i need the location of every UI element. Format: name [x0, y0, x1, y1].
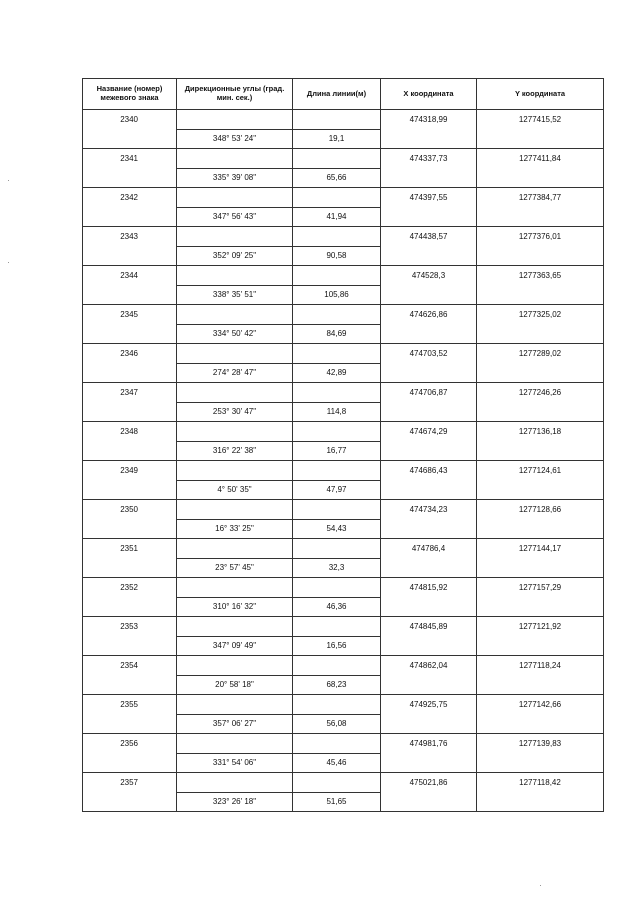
empty-cell: [83, 675, 177, 695]
y-coordinate: 1277289,02: [477, 344, 604, 364]
empty-cell: [381, 558, 477, 578]
empty-cell: [177, 305, 293, 325]
marker-row: [83, 383, 604, 403]
line-length: 65,66: [293, 168, 381, 188]
x-coordinate: 474845,89: [381, 617, 477, 637]
direction-angle: 316° 22' 38": [177, 441, 293, 461]
line-length: 16,77: [293, 441, 381, 461]
line-length: 51,65: [293, 792, 381, 812]
empty-cell: [293, 383, 381, 403]
empty-cell: [177, 695, 293, 715]
marker-name: 2350: [83, 500, 177, 520]
empty-cell: [83, 168, 177, 188]
header-x-coordinate: X координата: [381, 79, 477, 110]
y-coordinate: 1277124,61: [477, 461, 604, 481]
marker-name: 2346: [83, 344, 177, 364]
empty-cell: [293, 344, 381, 364]
direction-angle: 331° 54' 06": [177, 753, 293, 773]
x-coordinate: 474397,55: [381, 188, 477, 208]
scan-speck: [8, 180, 9, 181]
x-coordinate: 474318,99: [381, 110, 477, 130]
empty-cell: [477, 402, 604, 422]
marker-name: 2348: [83, 422, 177, 442]
scan-speck: [540, 885, 541, 886]
header-line-length: Длина линии(м): [293, 79, 381, 110]
y-coordinate: 1277415,52: [477, 110, 604, 130]
empty-cell: [381, 441, 477, 461]
empty-cell: [381, 402, 477, 422]
empty-cell: [293, 188, 381, 208]
marker-row: [83, 461, 604, 481]
empty-cell: [293, 578, 381, 598]
empty-cell: [177, 266, 293, 286]
y-coordinate: 1277325,02: [477, 305, 604, 325]
segment-row: [83, 675, 604, 695]
x-coordinate: 474706,87: [381, 383, 477, 403]
y-coordinate: 1277139,83: [477, 734, 604, 754]
marker-row: [83, 656, 604, 676]
empty-cell: [477, 792, 604, 812]
segment-row: [83, 558, 604, 578]
empty-cell: [381, 714, 477, 734]
line-length: 47,97: [293, 480, 381, 500]
empty-cell: [381, 675, 477, 695]
empty-cell: [293, 773, 381, 793]
empty-cell: [83, 285, 177, 305]
empty-cell: [477, 168, 604, 188]
line-length: 84,69: [293, 324, 381, 344]
empty-cell: [83, 324, 177, 344]
empty-cell: [177, 227, 293, 247]
empty-cell: [293, 227, 381, 247]
empty-cell: [477, 129, 604, 149]
empty-cell: [477, 753, 604, 773]
line-length: 46,36: [293, 597, 381, 617]
marker-name: 2343: [83, 227, 177, 247]
marker-name: 2354: [83, 656, 177, 676]
x-coordinate: 474925,75: [381, 695, 477, 715]
empty-cell: [83, 753, 177, 773]
segment-row: [83, 363, 604, 383]
x-coordinate: 474786,4: [381, 539, 477, 559]
empty-cell: [477, 246, 604, 266]
y-coordinate: 1277246,26: [477, 383, 604, 403]
boundary-coordinates-table: [82, 78, 604, 812]
marker-name: 2355: [83, 695, 177, 715]
line-length: 42,89: [293, 363, 381, 383]
segment-row: [83, 636, 604, 656]
marker-name: 2351: [83, 539, 177, 559]
segment-row: [83, 207, 604, 227]
segment-row: [83, 168, 604, 188]
marker-name: 2342: [83, 188, 177, 208]
segment-row: [83, 753, 604, 773]
marker-row: [83, 344, 604, 364]
empty-cell: [293, 110, 381, 130]
y-coordinate: 1277144,17: [477, 539, 604, 559]
empty-cell: [293, 617, 381, 637]
x-coordinate: 474981,76: [381, 734, 477, 754]
header-marker-name: Название (номер) межевого знака: [83, 79, 177, 110]
table-header-row: [83, 79, 604, 110]
y-coordinate: 1277142,66: [477, 695, 604, 715]
empty-cell: [177, 656, 293, 676]
marker-row: [83, 266, 604, 286]
empty-cell: [177, 188, 293, 208]
empty-cell: [477, 558, 604, 578]
empty-cell: [381, 129, 477, 149]
y-coordinate: 1277363,65: [477, 266, 604, 286]
empty-cell: [83, 636, 177, 656]
segment-row: [83, 480, 604, 500]
empty-cell: [293, 500, 381, 520]
empty-cell: [293, 656, 381, 676]
empty-cell: [83, 129, 177, 149]
empty-cell: [477, 441, 604, 461]
x-coordinate: 474862,04: [381, 656, 477, 676]
empty-cell: [83, 246, 177, 266]
marker-row: [83, 539, 604, 559]
marker-row: [83, 422, 604, 442]
empty-cell: [381, 636, 477, 656]
header-direction-angle: Дирекционные углы (град. мин. сек.): [177, 79, 293, 110]
direction-angle: 338° 35' 51": [177, 285, 293, 305]
empty-cell: [477, 324, 604, 344]
empty-cell: [177, 110, 293, 130]
x-coordinate: 475021,86: [381, 773, 477, 793]
empty-cell: [177, 500, 293, 520]
direction-angle: 4° 50' 35": [177, 480, 293, 500]
marker-row: [83, 617, 604, 637]
empty-cell: [477, 597, 604, 617]
empty-cell: [381, 363, 477, 383]
y-coordinate: 1277118,24: [477, 656, 604, 676]
empty-cell: [381, 519, 477, 539]
empty-cell: [83, 558, 177, 578]
line-length: 90,58: [293, 246, 381, 266]
direction-angle: 274° 28' 47": [177, 363, 293, 383]
marker-row: [83, 149, 604, 169]
marker-name: 2344: [83, 266, 177, 286]
empty-cell: [83, 597, 177, 617]
x-coordinate: 474686,43: [381, 461, 477, 481]
marker-row: [83, 305, 604, 325]
y-coordinate: 1277128,66: [477, 500, 604, 520]
segment-row: [83, 246, 604, 266]
direction-angle: 357° 06' 27": [177, 714, 293, 734]
empty-cell: [477, 285, 604, 305]
marker-name: 2341: [83, 149, 177, 169]
empty-cell: [83, 441, 177, 461]
y-coordinate: 1277384,77: [477, 188, 604, 208]
empty-cell: [477, 636, 604, 656]
empty-cell: [177, 461, 293, 481]
line-length: 114,8: [293, 402, 381, 422]
marker-name: 2356: [83, 734, 177, 754]
empty-cell: [83, 792, 177, 812]
table-body: [83, 110, 604, 812]
empty-cell: [177, 617, 293, 637]
y-coordinate: 1277121,92: [477, 617, 604, 637]
segment-row: [83, 129, 604, 149]
direction-angle: 253° 30' 47": [177, 402, 293, 422]
empty-cell: [381, 168, 477, 188]
line-length: 105,86: [293, 285, 381, 305]
empty-cell: [381, 324, 477, 344]
empty-cell: [293, 734, 381, 754]
empty-cell: [177, 149, 293, 169]
empty-cell: [293, 539, 381, 559]
empty-cell: [293, 305, 381, 325]
empty-cell: [177, 734, 293, 754]
empty-cell: [177, 773, 293, 793]
marker-row: [83, 734, 604, 754]
direction-angle: 310° 16' 32": [177, 597, 293, 617]
y-coordinate: 1277157,29: [477, 578, 604, 598]
direction-angle: 16° 33' 25": [177, 519, 293, 539]
line-length: 56,08: [293, 714, 381, 734]
direction-angle: 334° 50' 42": [177, 324, 293, 344]
empty-cell: [83, 480, 177, 500]
x-coordinate: 474626,86: [381, 305, 477, 325]
empty-cell: [381, 285, 477, 305]
marker-name: 2349: [83, 461, 177, 481]
empty-cell: [381, 597, 477, 617]
marker-row: [83, 578, 604, 598]
x-coordinate: 474734,23: [381, 500, 477, 520]
x-coordinate: 474337,73: [381, 149, 477, 169]
empty-cell: [477, 675, 604, 695]
marker-name: 2347: [83, 383, 177, 403]
direction-angle: 323° 26' 18": [177, 792, 293, 812]
empty-cell: [477, 480, 604, 500]
empty-cell: [381, 207, 477, 227]
empty-cell: [477, 519, 604, 539]
empty-cell: [177, 344, 293, 364]
line-length: 41,94: [293, 207, 381, 227]
empty-cell: [177, 539, 293, 559]
marker-row: [83, 500, 604, 520]
y-coordinate: 1277136,18: [477, 422, 604, 442]
empty-cell: [293, 695, 381, 715]
direction-angle: 335° 39' 08": [177, 168, 293, 188]
marker-row: [83, 110, 604, 130]
marker-name: 2345: [83, 305, 177, 325]
scan-speck: [8, 262, 9, 263]
segment-row: [83, 402, 604, 422]
empty-cell: [293, 422, 381, 442]
line-length: 45,46: [293, 753, 381, 773]
direction-angle: 20° 58' 18": [177, 675, 293, 695]
empty-cell: [381, 792, 477, 812]
line-length: 54,43: [293, 519, 381, 539]
empty-cell: [293, 266, 381, 286]
empty-cell: [83, 207, 177, 227]
direction-angle: 23° 57' 45": [177, 558, 293, 578]
direction-angle: 352° 09' 25": [177, 246, 293, 266]
segment-row: [83, 519, 604, 539]
empty-cell: [177, 578, 293, 598]
empty-cell: [381, 246, 477, 266]
empty-cell: [177, 422, 293, 442]
segment-row: [83, 285, 604, 305]
segment-row: [83, 441, 604, 461]
empty-cell: [83, 363, 177, 383]
empty-cell: [477, 207, 604, 227]
empty-cell: [83, 402, 177, 422]
empty-cell: [477, 363, 604, 383]
y-coordinate: 1277376,01: [477, 227, 604, 247]
x-coordinate: 474674,29: [381, 422, 477, 442]
segment-row: [83, 714, 604, 734]
empty-cell: [477, 714, 604, 734]
empty-cell: [293, 149, 381, 169]
y-coordinate: 1277118,42: [477, 773, 604, 793]
marker-row: [83, 188, 604, 208]
marker-row: [83, 695, 604, 715]
segment-row: [83, 597, 604, 617]
marker-row: [83, 773, 604, 793]
x-coordinate: 474528,3: [381, 266, 477, 286]
marker-row: [83, 227, 604, 247]
empty-cell: [177, 383, 293, 403]
empty-cell: [83, 519, 177, 539]
x-coordinate: 474703,52: [381, 344, 477, 364]
empty-cell: [83, 714, 177, 734]
line-length: 19,1: [293, 129, 381, 149]
marker-name: 2352: [83, 578, 177, 598]
header-y-coordinate: Y координата: [477, 79, 604, 110]
marker-name: 2357: [83, 773, 177, 793]
empty-cell: [381, 753, 477, 773]
line-length: 68,23: [293, 675, 381, 695]
empty-cell: [381, 480, 477, 500]
direction-angle: 348° 53' 24": [177, 129, 293, 149]
direction-angle: 347° 09' 49": [177, 636, 293, 656]
y-coordinate: 1277411,84: [477, 149, 604, 169]
empty-cell: [293, 461, 381, 481]
direction-angle: 347° 56' 43": [177, 207, 293, 227]
line-length: 16,56: [293, 636, 381, 656]
line-length: 32,3: [293, 558, 381, 578]
segment-row: [83, 792, 604, 812]
marker-name: 2340: [83, 110, 177, 130]
x-coordinate: 474815,92: [381, 578, 477, 598]
marker-name: 2353: [83, 617, 177, 637]
x-coordinate: 474438,57: [381, 227, 477, 247]
segment-row: [83, 324, 604, 344]
